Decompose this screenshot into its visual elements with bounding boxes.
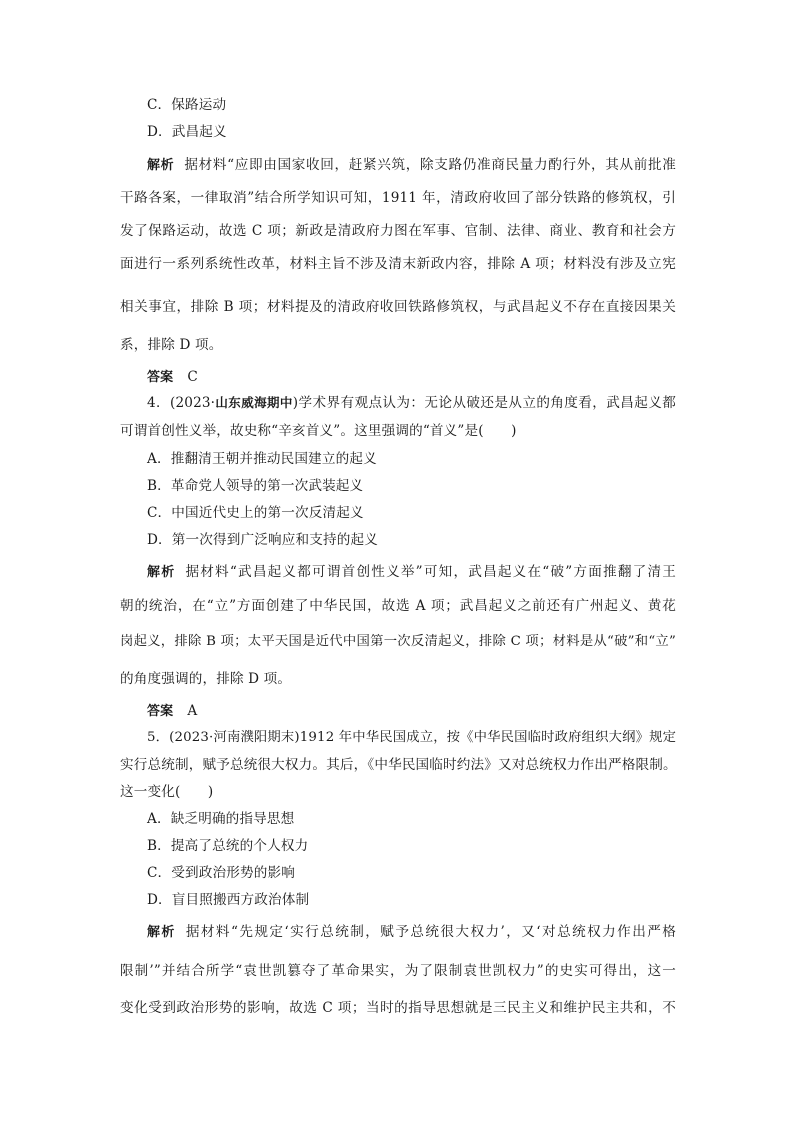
q5-option-a: A．缺乏明确的指导思想 (147, 811, 295, 827)
q5-analysis-line-2: 限制’”并结合所学“袁世凯篡夺了革命果实，为了限制袁世凯权力”的史实可得出，这一 (120, 963, 676, 979)
q4-number: 4．(2023· (147, 395, 216, 411)
q5-stem-line-2: 实行总统制，赋予总统很大权力。其后，《中华民国临时约法》又对总统权力作出严格限制。 (120, 757, 677, 773)
q5-analysis-line-3: 变化受到政治形势的影响，故选 C 项；当时的指导思想就是三民主义和维护民主共和，不 (120, 1000, 676, 1016)
q4-analysis-line-3: 岗起义，排除 B 项；太平天国是近代中国第一次反清起义，排除 C 项；材料是从“破”和“立” (120, 634, 676, 649)
q5-analysis-line-1 (147, 922, 676, 942)
q5-stem-line-3: 这一变化( ) (120, 784, 214, 800)
q4-analysis-label: 解析 (147, 565, 176, 580)
q4-stem-text-1: 学术界有观点认为：无论从破还是从立的角度看，武昌起义都 (298, 395, 676, 411)
q5-source: 河南濮阳期末 (213, 730, 295, 745)
q5-stem-line-1 (147, 728, 676, 748)
q5-source-close: ) (294, 730, 300, 745)
q4-option-a: A．推翻清王朝并推动民国建立的起义 (147, 451, 377, 467)
q4-option-d: D．第一次得到广泛响应和支持的起义 (147, 532, 378, 548)
q4-source: 山东威海期中 (215, 395, 293, 410)
q3-answer-label: 答案 (147, 370, 174, 385)
q3-analysis-line-3: 发了保路运动，故选 C 项；新政是清政府力图在军事、官制、法律、商业、教育和社会方 (120, 223, 676, 239)
q4-answer-label: 答案 (147, 704, 174, 719)
q3-analysis-label: 解析 (147, 158, 175, 173)
q5-option-d: D．盲目照搬西方政治体制 (147, 892, 310, 908)
q3-analysis-line-6: 系，排除 D 项。 (120, 337, 223, 353)
q4-answer (147, 701, 703, 721)
q3-analysis-line-5: 相关事宜，排除 B 项；材料提及的清政府收回铁路修筑权，与武昌起义不存在直接因果关 (120, 299, 676, 315)
q4-analysis-line-2: 朝的统治，在“立”方面创建了中华民国，故选 A 项；武昌起义之前还有广州起义、黄花 (120, 598, 676, 614)
q3-option-c: C．保路运动 (147, 97, 227, 113)
q3-analysis-text-1: 据材料“应即由国家收回，赶紧兴筑，除支路仍准商民量力酌行外，其从前批准 (184, 157, 676, 173)
q4-stem-line-2: 可谓首创性义举，故史称“辛亥首义”。这里强调的“首义”是( ) (120, 423, 517, 439)
q5-analysis-text-1: 据材料“先规定‘实行总统制，赋予总统很大权力’，又‘对总统权力作出严格 (185, 924, 676, 940)
q5-number: 5．(2023· (147, 730, 214, 745)
q5-stem-text-1: 1912 年中华民国成立，按《中华民国临时政府组织大纲》规定 (299, 730, 677, 745)
q5-analysis-label: 解析 (147, 925, 176, 940)
q3-option-d: D．武昌起义 (147, 124, 227, 140)
q3-analysis-line-2: 干路各案，一律取消”结合所学知识可知，1911 年，清政府收回了部分铁路的修筑权，引 (120, 190, 676, 206)
q3-analysis-line-1 (147, 155, 676, 175)
q4-answer-value: A (187, 703, 198, 719)
q4-analysis-text-1: 据材料“武昌起义都可谓首创性义举”可知，武昌起义在“破”方面推翻了清王 (185, 564, 676, 580)
q4-source-close: ) (292, 395, 299, 411)
q3-analysis-line-4: 面进行一系列系统性改革，材料主旨不涉及清末新政内容，排除 A 项；材料没有涉及立宪 (120, 256, 676, 272)
q4-analysis-line-4: 的角度强调的，排除 D 项。 (120, 671, 292, 687)
q5-option-c: C．受到政治形势的影响 (147, 865, 295, 881)
q4-option-b: B．革命党人领导的第一次武装起义 (147, 478, 364, 494)
q4-stem-line-1 (147, 393, 676, 413)
q5-option-b: B．提高了总统的个人权力 (147, 838, 309, 854)
q4-option-c: C．中国近代史上的第一次反清起义 (147, 505, 364, 521)
q4-analysis-line-1 (147, 562, 676, 582)
q3-answer-value: C (187, 369, 198, 385)
q3-answer (147, 367, 703, 387)
